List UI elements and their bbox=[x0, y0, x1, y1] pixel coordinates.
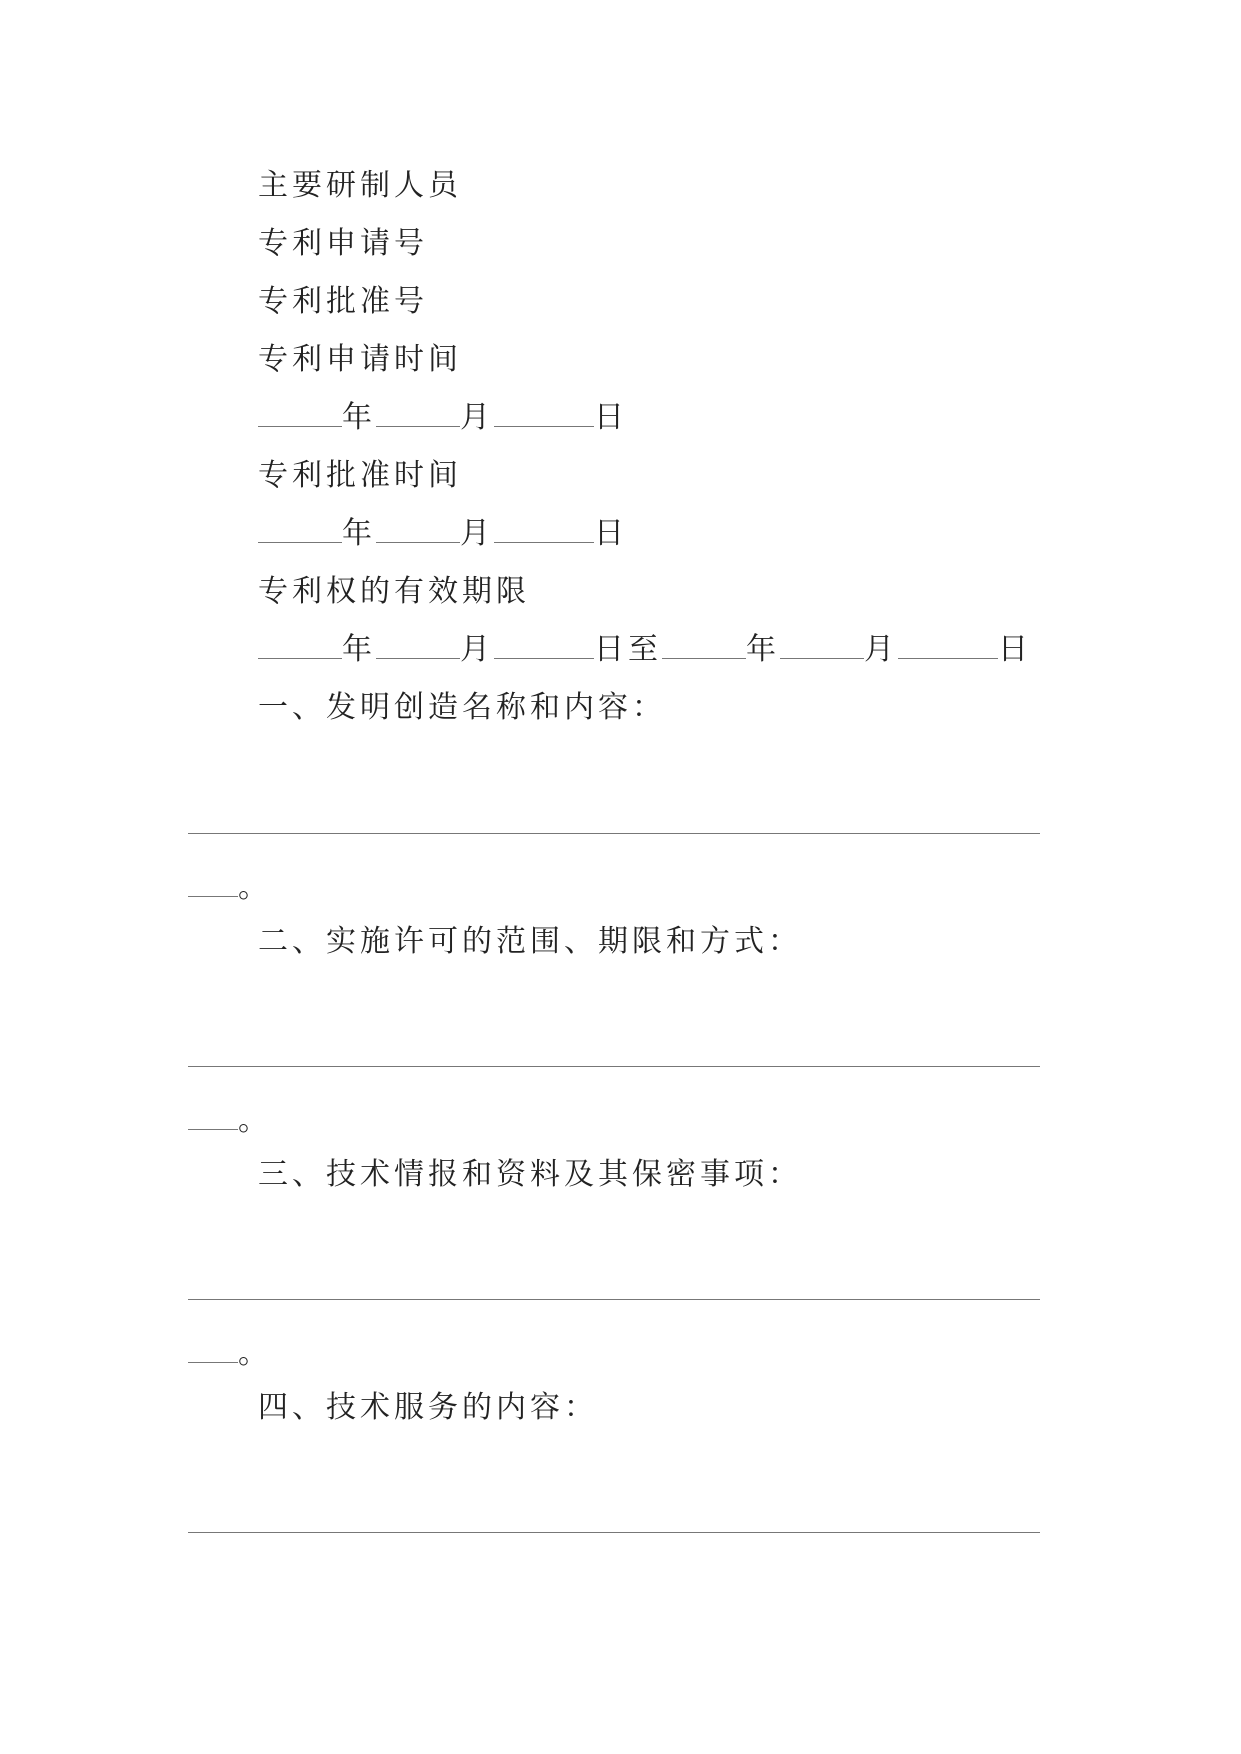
section-heading-1: 一、发明创造名称和内容： bbox=[258, 690, 666, 725]
section-heading-3: 三、技术情报和资料及其保密事项： bbox=[258, 1157, 802, 1192]
date-row-validity bbox=[258, 630, 1032, 670]
section-1-answer-line[interactable] bbox=[188, 833, 1040, 834]
section-4-answer-line[interactable] bbox=[188, 1532, 1040, 1533]
field-approval-time: 专利批准时间 bbox=[258, 458, 462, 493]
end-day-blank[interactable] bbox=[898, 632, 998, 659]
period: 。 bbox=[238, 1336, 268, 1371]
tail-blank[interactable] bbox=[188, 1103, 238, 1130]
end-year-blank[interactable] bbox=[662, 632, 746, 659]
month-label: 月 bbox=[460, 632, 494, 667]
year-blank[interactable] bbox=[258, 400, 342, 427]
field-validity: 专利权的有效期限 bbox=[258, 574, 530, 609]
section-heading-2: 二、实施许可的范围、期限和方式： bbox=[258, 924, 802, 959]
period: 。 bbox=[238, 870, 268, 905]
date-row-approval bbox=[258, 514, 628, 554]
day-label: 日 bbox=[998, 632, 1032, 667]
section-2-answer-line[interactable] bbox=[188, 1066, 1040, 1067]
field-application-time: 专利申请时间 bbox=[258, 342, 462, 377]
start-month-blank[interactable] bbox=[376, 632, 460, 659]
tail-blank[interactable] bbox=[188, 1336, 238, 1363]
period: 。 bbox=[238, 1103, 268, 1138]
field-application-no: 专利申请号 bbox=[258, 226, 428, 261]
year-label: 年 bbox=[342, 632, 376, 667]
start-year-blank[interactable] bbox=[258, 632, 342, 659]
month-blank[interactable] bbox=[376, 400, 460, 427]
month-label: 月 bbox=[864, 632, 898, 667]
section-heading-4: 四、技术服务的内容： bbox=[258, 1390, 598, 1425]
year-blank[interactable] bbox=[258, 516, 342, 543]
month-label: 月 bbox=[460, 400, 494, 435]
month-label: 月 bbox=[460, 516, 494, 551]
day-blank[interactable] bbox=[494, 400, 594, 427]
field-approval-no: 专利批准号 bbox=[258, 284, 428, 319]
day-label: 日 bbox=[594, 516, 628, 551]
month-blank[interactable] bbox=[376, 516, 460, 543]
day-blank[interactable] bbox=[494, 516, 594, 543]
year-label: 年 bbox=[746, 632, 780, 667]
day-to-label: 日至 bbox=[594, 632, 662, 667]
date-row-application bbox=[258, 398, 628, 438]
field-researchers: 主要研制人员 bbox=[258, 168, 462, 203]
day-label: 日 bbox=[594, 400, 628, 435]
year-label: 年 bbox=[342, 516, 376, 551]
section-3-tail bbox=[188, 1334, 268, 1374]
section-3-answer-line[interactable] bbox=[188, 1299, 1040, 1300]
section-2-tail bbox=[188, 1101, 268, 1141]
start-day-blank[interactable] bbox=[494, 632, 594, 659]
end-month-blank[interactable] bbox=[780, 632, 864, 659]
tail-blank[interactable] bbox=[188, 870, 238, 897]
year-label: 年 bbox=[342, 400, 376, 435]
section-1-tail bbox=[188, 868, 268, 908]
